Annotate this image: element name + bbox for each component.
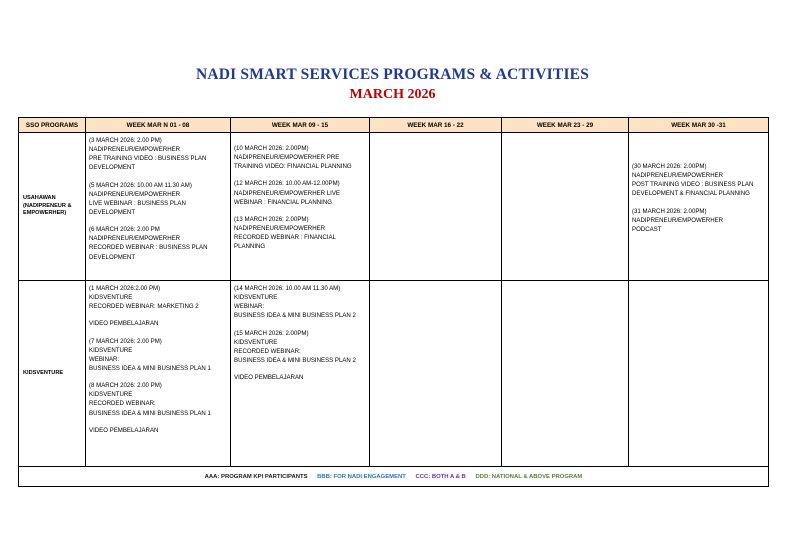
activity-entry: VIDEO PEMBELAJARAN: [89, 320, 159, 328]
week-cell: [231, 281, 370, 467]
week-cell: [502, 281, 629, 467]
activity-entry: (7 MARCH 2026: 2.00 PM) KIDSVENTURE WEBINAR: BUSINESS IDEA & MINI BUSINESS PLAN 1: [89, 337, 211, 372]
legend-ddd: DDD: NATIONAL & ABOVE PROGRAM: [475, 473, 583, 480]
activity-entry: (31 MARCH 2026: 2.00PM) NADIPRENEUR/EMPOWERHER PODCAST: [632, 207, 724, 233]
week-cell: [231, 133, 370, 281]
activity-entry: (1 MARCH 2026:2.00 PM) KIDSVENTURE RECORDED WEBINAR: MARKETING 2: [89, 285, 199, 311]
legend-ccc: CCC: BOTH A & B: [415, 473, 466, 480]
column-header: WEEK MAR N 01 - 08: [86, 118, 231, 133]
column-header: WEEK MAR 30 -31: [629, 118, 769, 133]
program-name: KIDSVENTURE: [19, 281, 86, 467]
table-row: [19, 133, 769, 281]
week-cell: [370, 281, 502, 467]
week-cell: [86, 281, 231, 467]
activity-entry: (6 MARCH 2026: 2.00 PM NADIPRENEUR/EMPOWERHER RECORDED WEBINAR : BUSINESS PLAN DEVELOPMENT: [89, 226, 208, 261]
activity-entry: (14 MARCH 2026: 10.00 AM 11.30 AM) KIDSVENTURE WEBINAR: BUSINESS IDEA & MINI BUSINESS PLAN 2: [234, 285, 356, 320]
week-cell: [86, 133, 231, 281]
activity-entry: (13 MARCH 2026: 2.00PM) NADIPRENEUR/EMPOWERHER RECORDED WEBINAR : FINANCIAL PLANNING: [234, 215, 336, 251]
schedule-table: [18, 117, 769, 487]
activity-entry: (3 MARCH 2026: 2.00 PM) NADIPRENEUR/EMPOWERHER PRE TRAINING VIDEO : BUSINESS PLAN DEVELOPMENT: [89, 137, 207, 172]
program-name: USAHAWAN (NADIPRENEUR & EMPOWERHER): [19, 133, 86, 281]
week-cell: [629, 281, 769, 467]
page-title: NADI SMART SERVICES PROGRAMS & ACTIVITIES: [195, 66, 590, 83]
activity-entry: (5 MARCH 2026: 10.00 AM 11.30 AM) NADIPRENEUR/EMPOWERHER LIVE WEBINAR : BUSINESS PLAN DEVELOPMENT: [89, 181, 192, 216]
column-header: WEEK MAR 23 - 29: [502, 118, 629, 133]
column-header: SSO PROGRAMS: [19, 118, 86, 133]
legend-bbb: BBB: FOR NADI ENGAGEMENT: [317, 473, 406, 480]
activity-entry: VIDEO PEMBELAJARAN: [89, 426, 159, 434]
column-header: WEEK MAR 09 - 15: [231, 118, 370, 133]
week-cell: [629, 133, 769, 281]
week-cell: [370, 133, 502, 281]
legend-aaa: AAA: PROGRAM KPI PARTICIPANTS: [204, 473, 308, 480]
activity-entry: (15 MARCH 2026: 2.00PM) KIDSVENTURE RECORDED WEBINAR: BUSINESS IDEA & MINI BUSINESS PLAN 2: [234, 329, 356, 364]
column-header: WEEK MAR 16 - 22: [370, 118, 502, 133]
activity-entry: (30 MARCH 2026: 2.00PM) NADIPRENEUR/EMPOWERHER POST TRAINING VIDEO : BUSINESS PLAN DEVELOPMENT & FINANCIAL PLANNING: [632, 163, 754, 198]
activity-entry: (10 MARCH 2026: 2.00PM) NADIPRENEUR/EMPOWERHER PRE TRAINING VIDEO: FINANCIAL PLANNING: [234, 145, 352, 171]
page-subtitle: MARCH 2026: [349, 87, 436, 102]
header-row: [19, 118, 769, 133]
week-cell: [502, 133, 629, 281]
table-row: [19, 281, 769, 467]
legend: [19, 467, 769, 487]
legend-row: [19, 467, 769, 487]
activity-entry: (8 MARCH 2026: 2.00 PM) KIDSVENTURE RECORDED WEBINAR: BUSINESS IDEA & MINI BUSINESS PLAN 1: [89, 382, 211, 417]
activity-entry: VIDEO PEMBELAJARAN: [234, 374, 304, 382]
activity-entry: (12 MARCH 2026: 10.00 AM-12.00PM) NADIPRENEUR/EMPOWERHER LIVE WEBINAR : FINANCIAL PLANNING: [234, 180, 340, 206]
